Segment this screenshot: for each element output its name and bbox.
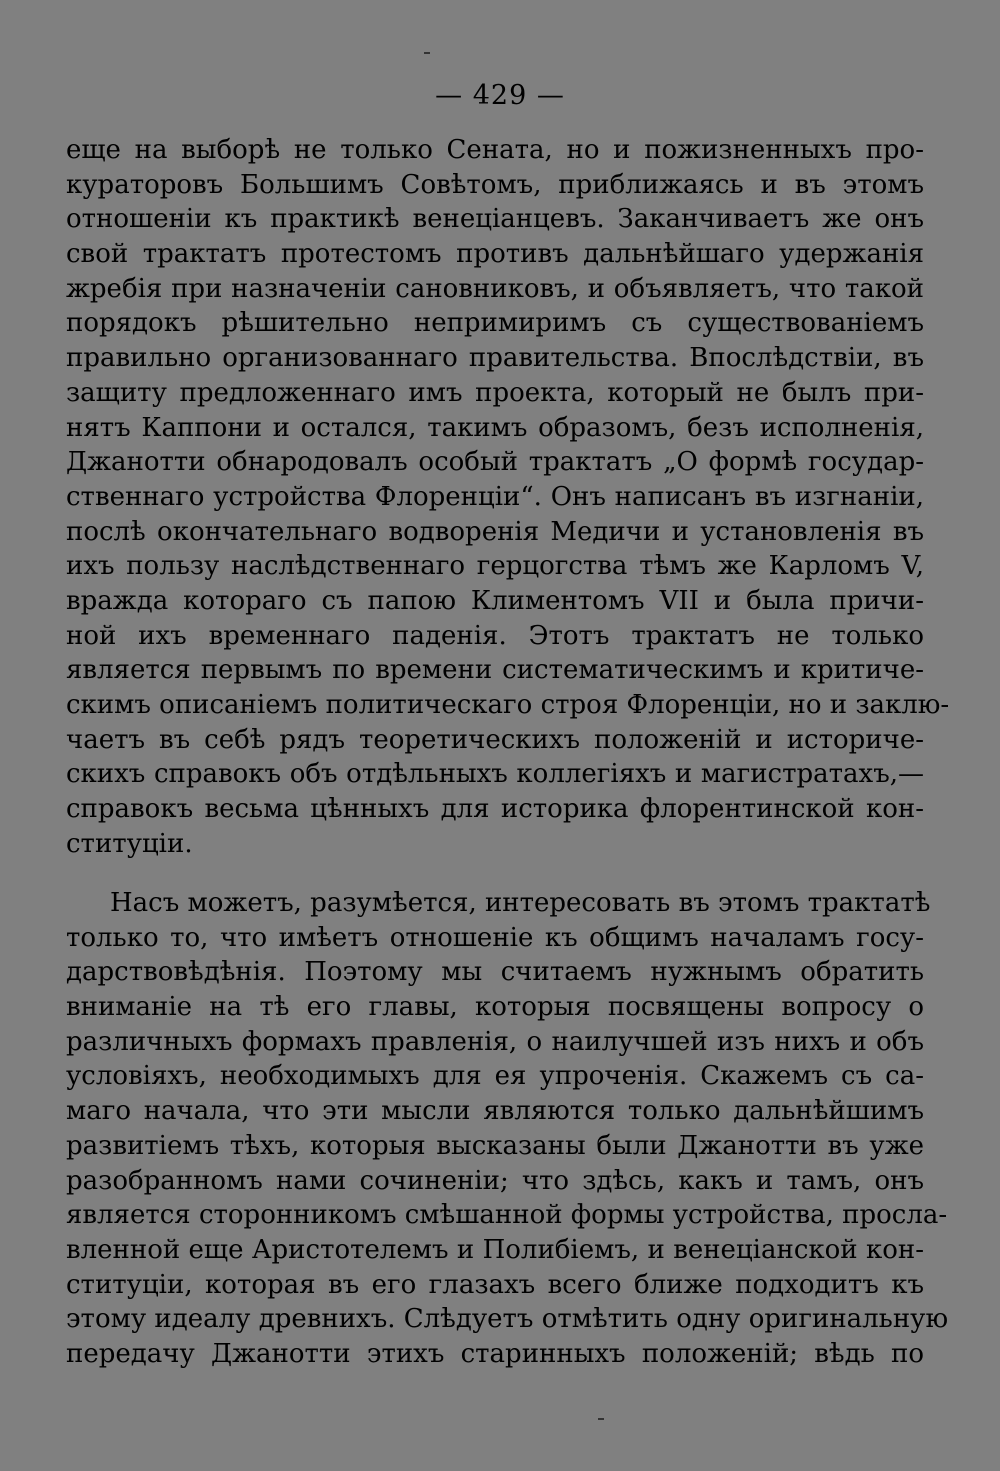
paragraph <box>66 886 949 1372</box>
text-line: нятъ Каппони и остался, такимъ образомъ, безъ исполненiя, <box>66 412 924 443</box>
text-line: свой трактатъ протестомъ противъ дальнѣйшаго удержанiя <box>66 239 924 270</box>
text-line: жребiя при назначенiи сановниковъ, и объявляетъ, что такой <box>66 273 924 304</box>
paragraph <box>66 133 950 861</box>
text-line: ственнаго устройства Флоренцiи“. Онъ написанъ въ изгнанiи, <box>66 481 924 512</box>
text-line: Джанотти обнародовалъ особый трактатъ „О формѣ государ- <box>66 447 924 478</box>
text-line: различныхъ формахъ правленiя, о наилучшей изъ нихъ и объ <box>66 1026 924 1057</box>
text-line: ихъ пользу наслѣдственнаго герцогства тѣмъ же Карломъ V, <box>66 551 924 582</box>
text-line: только то, что имѣетъ отношенiе къ общимъ началамъ госу- <box>66 922 924 953</box>
print-speck <box>424 52 430 54</box>
text-line: послѣ окончательнаго водворенiя Медичи и установленiя въ <box>66 516 924 547</box>
text-line: еще на выборѣ не только Сената, но и пожизненныхъ про- <box>66 135 924 165</box>
text-line: порядокъ рѣшительно непримиримъ съ существованiемъ <box>66 308 924 339</box>
text-line: вленной еще Аристотелемъ и Полибiемъ, и венецiанской кон- <box>66 1234 924 1265</box>
text-line: чаетъ въ себѣ рядъ теоретическихъ положенiй и историче- <box>66 724 924 755</box>
print-speck <box>598 1418 604 1420</box>
text-line: дарствовѣдѣнiя. Поэтому мы считаемъ нужнымъ обратить <box>66 957 924 988</box>
text-line: кураторовъ Большимъ Совѣтомъ, приближаясь и въ этомъ <box>66 169 924 200</box>
text-line: этому идеалу древнихъ. Слѣдуетъ отмѣтить одну оригинальную <box>66 1304 949 1335</box>
text-line: ституцiи, которая въ его глазахъ всего ближе подходитъ къ <box>66 1269 924 1300</box>
text-line: скихъ справокъ объ отдѣльныхъ коллегiяхъ и магистратахъ,— <box>66 759 924 790</box>
text-line: ной ихъ временнаго паденiя. Этотъ трактатъ не только <box>66 620 924 651</box>
text-line: скимъ описанiемъ политическаго строя Флоренцiи, но и заклю- <box>66 690 950 720</box>
text-line: условiяхъ, необходимыхъ для ея упроченiя. Скажемъ съ са- <box>66 1061 924 1092</box>
text-line: справокъ весьма цѣнныхъ для историка флорентинской кон- <box>66 794 924 825</box>
text-line: правильно организованнаго правительства. Впослѣдствiи, въ <box>66 343 924 374</box>
text-line: вниманiе на тѣ его главы, которыя посвящены вопросу о <box>66 992 924 1023</box>
text-line: ституцiи. <box>66 828 193 859</box>
text-line: маго начала, что эти мысли являются только дальнѣйшимъ <box>66 1096 924 1127</box>
text-line: разобранномъ нами сочиненiи; что здѣсь, какъ и тамъ, онъ <box>66 1165 924 1196</box>
text-line: защиту предложеннаго имъ проекта, который не былъ при- <box>66 377 924 408</box>
text-line: передачу Джанотти этихъ старинныхъ положенiй; вѣдь по <box>66 1338 924 1369</box>
page-number: — 429 — <box>435 80 565 111</box>
text-line: вражда котораго съ папою Климентомъ VII и была причи- <box>66 585 924 616</box>
text-line: отношенiи къ практикѣ венецiанцевъ. Заканчиваетъ же онъ <box>66 204 924 235</box>
text-line: Насъ можетъ, разумѣется, интересовать въ этомъ трактатѣ <box>110 888 931 918</box>
text-line: является первымъ по времени систематическимъ и критиче- <box>66 655 924 686</box>
text-line: является сторонникомъ смѣшанной формы устройства, просла- <box>66 1200 948 1231</box>
text-line: развитiемъ тѣхъ, которыя высказаны были Джанотти въ уже <box>66 1130 924 1161</box>
